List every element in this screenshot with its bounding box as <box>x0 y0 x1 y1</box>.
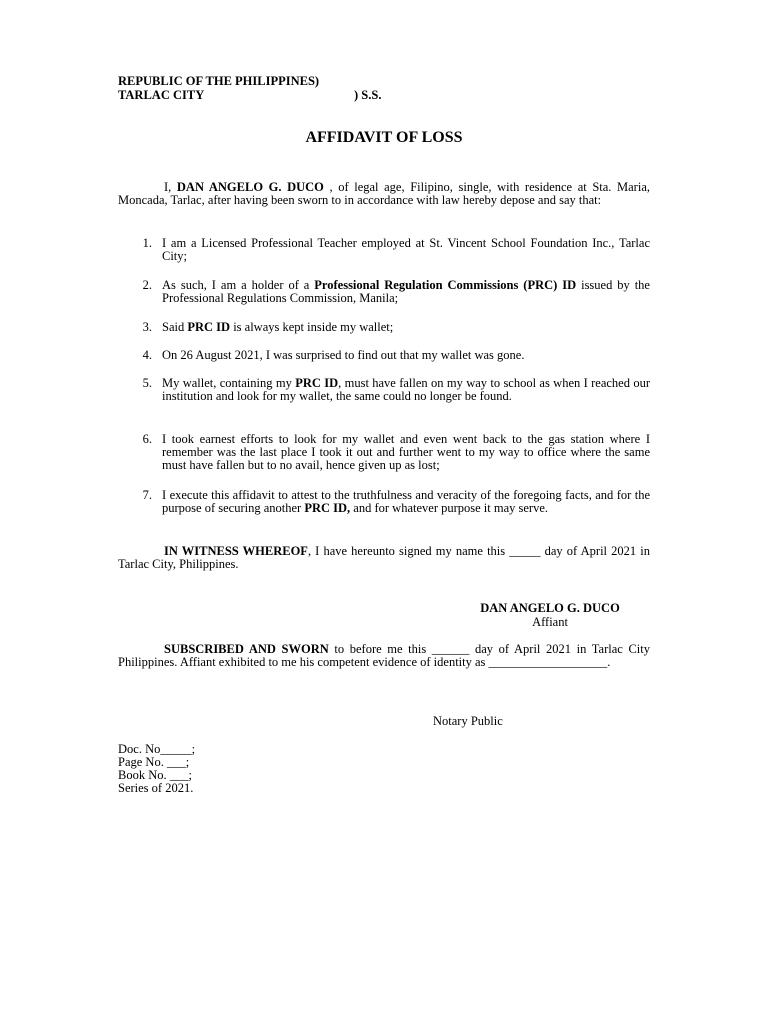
intro-prefix: I, <box>164 180 177 194</box>
statement-text <box>162 489 650 515</box>
witness-paragraph <box>118 545 650 571</box>
statement-number: 7. <box>142 488 152 502</box>
intro-text: , of legal age, Filipino, single, with residence at Sta. Maria, Moncada, Tarlac, after having been sworn to in accordance with law hereby depose and say that: <box>118 180 650 207</box>
statement-emphasis: PRC ID <box>187 320 231 334</box>
page-number: Page No. ___; <box>118 755 190 769</box>
statement-number: 5. <box>142 376 152 390</box>
doc-reference-block <box>118 743 195 795</box>
statement-text <box>162 377 650 403</box>
statement-number: 3. <box>142 320 152 334</box>
intro-paragraph <box>118 181 650 207</box>
statement-fragment: I execute this affidavit to attest to the truthfulness and veracity of the foregoing facts, and for the purpose of securing another <box>162 488 650 515</box>
statement-fragment: , must have fallen on my way to school as when I reached our institution and look for my wallet, the same could no longer be found. <box>162 376 650 403</box>
statement-number: 4. <box>142 348 152 362</box>
statement-fragment: My wallet, containing my <box>162 376 296 390</box>
statement-number: 6. <box>142 432 152 446</box>
statement-fragment: and for whatever purpose it may serve. <box>350 501 549 515</box>
statement-fragment: As such, I am a holder of a <box>162 278 315 292</box>
statement-fragment: I am a Licensed Professional Teacher employed at St. Vincent School Foundation Inc., Tarlac City; <box>162 236 650 263</box>
statement-text <box>162 279 650 305</box>
venue-line-city <box>118 88 382 102</box>
venue-city: TARLAC CITY <box>118 88 205 102</box>
statement-fragment: is always kept inside my wallet; <box>230 320 394 334</box>
statement-fragment: Said <box>162 320 188 334</box>
signature-label: Affiant <box>532 615 568 629</box>
statement-text <box>162 321 650 334</box>
statement-fragment: issued by the Professional Regulations Commission, Manila; <box>162 278 650 305</box>
witness-text: , I have hereunto signed my name this _____ day of April 2021 in Tarlac City, Philippines. <box>118 544 650 571</box>
statement-emphasis: Professional Regulation Commissions (PRC) ID <box>314 278 577 292</box>
doc-number: Doc. No_____; <box>118 742 196 756</box>
jurat-paragraph <box>118 643 650 669</box>
venue-ss: ) S.S. <box>354 88 382 102</box>
statement-fragment: On 26 August 2021, I was surprised to find out that my wallet was gone. <box>162 348 525 362</box>
notary-label: Notary Public <box>433 714 503 728</box>
statement-number: 2. <box>142 278 152 292</box>
statement-emphasis: PRC ID, <box>304 501 351 515</box>
statement-text <box>162 349 650 362</box>
statement-fragment: I took earnest efforts to look for my wallet and even went back to the gas station where I remember was the last place I took it out and further went to my way to office where the same must have fallen but to no avail, hence given up as lost; <box>162 432 650 472</box>
document-title: AFFIDAVIT OF LOSS <box>305 129 463 146</box>
affiant-name-inline: DAN ANGELO G. DUCO <box>176 180 324 194</box>
book-number: Book No. ___; <box>118 768 192 782</box>
venue-line-republic: REPUBLIC OF THE PHILIPPINES) <box>118 74 320 88</box>
jurat-heading: SUBSCRIBED AND SWORN <box>164 642 329 656</box>
statement-text <box>162 237 650 263</box>
signature-name: DAN ANGELO G. DUCO <box>480 601 620 615</box>
statement-emphasis: PRC ID <box>295 376 339 390</box>
witness-heading: IN WITNESS WHEREOF <box>164 544 308 558</box>
series-year: Series of 2021. <box>118 781 194 795</box>
jurat-text: to before me this ______ day of April 2021 in Tarlac City Philippines. Affiant exhibited to me his competent evidence of identity as ___________________. <box>118 642 650 669</box>
statement-text <box>162 433 650 472</box>
statement-number: 1. <box>142 236 152 250</box>
